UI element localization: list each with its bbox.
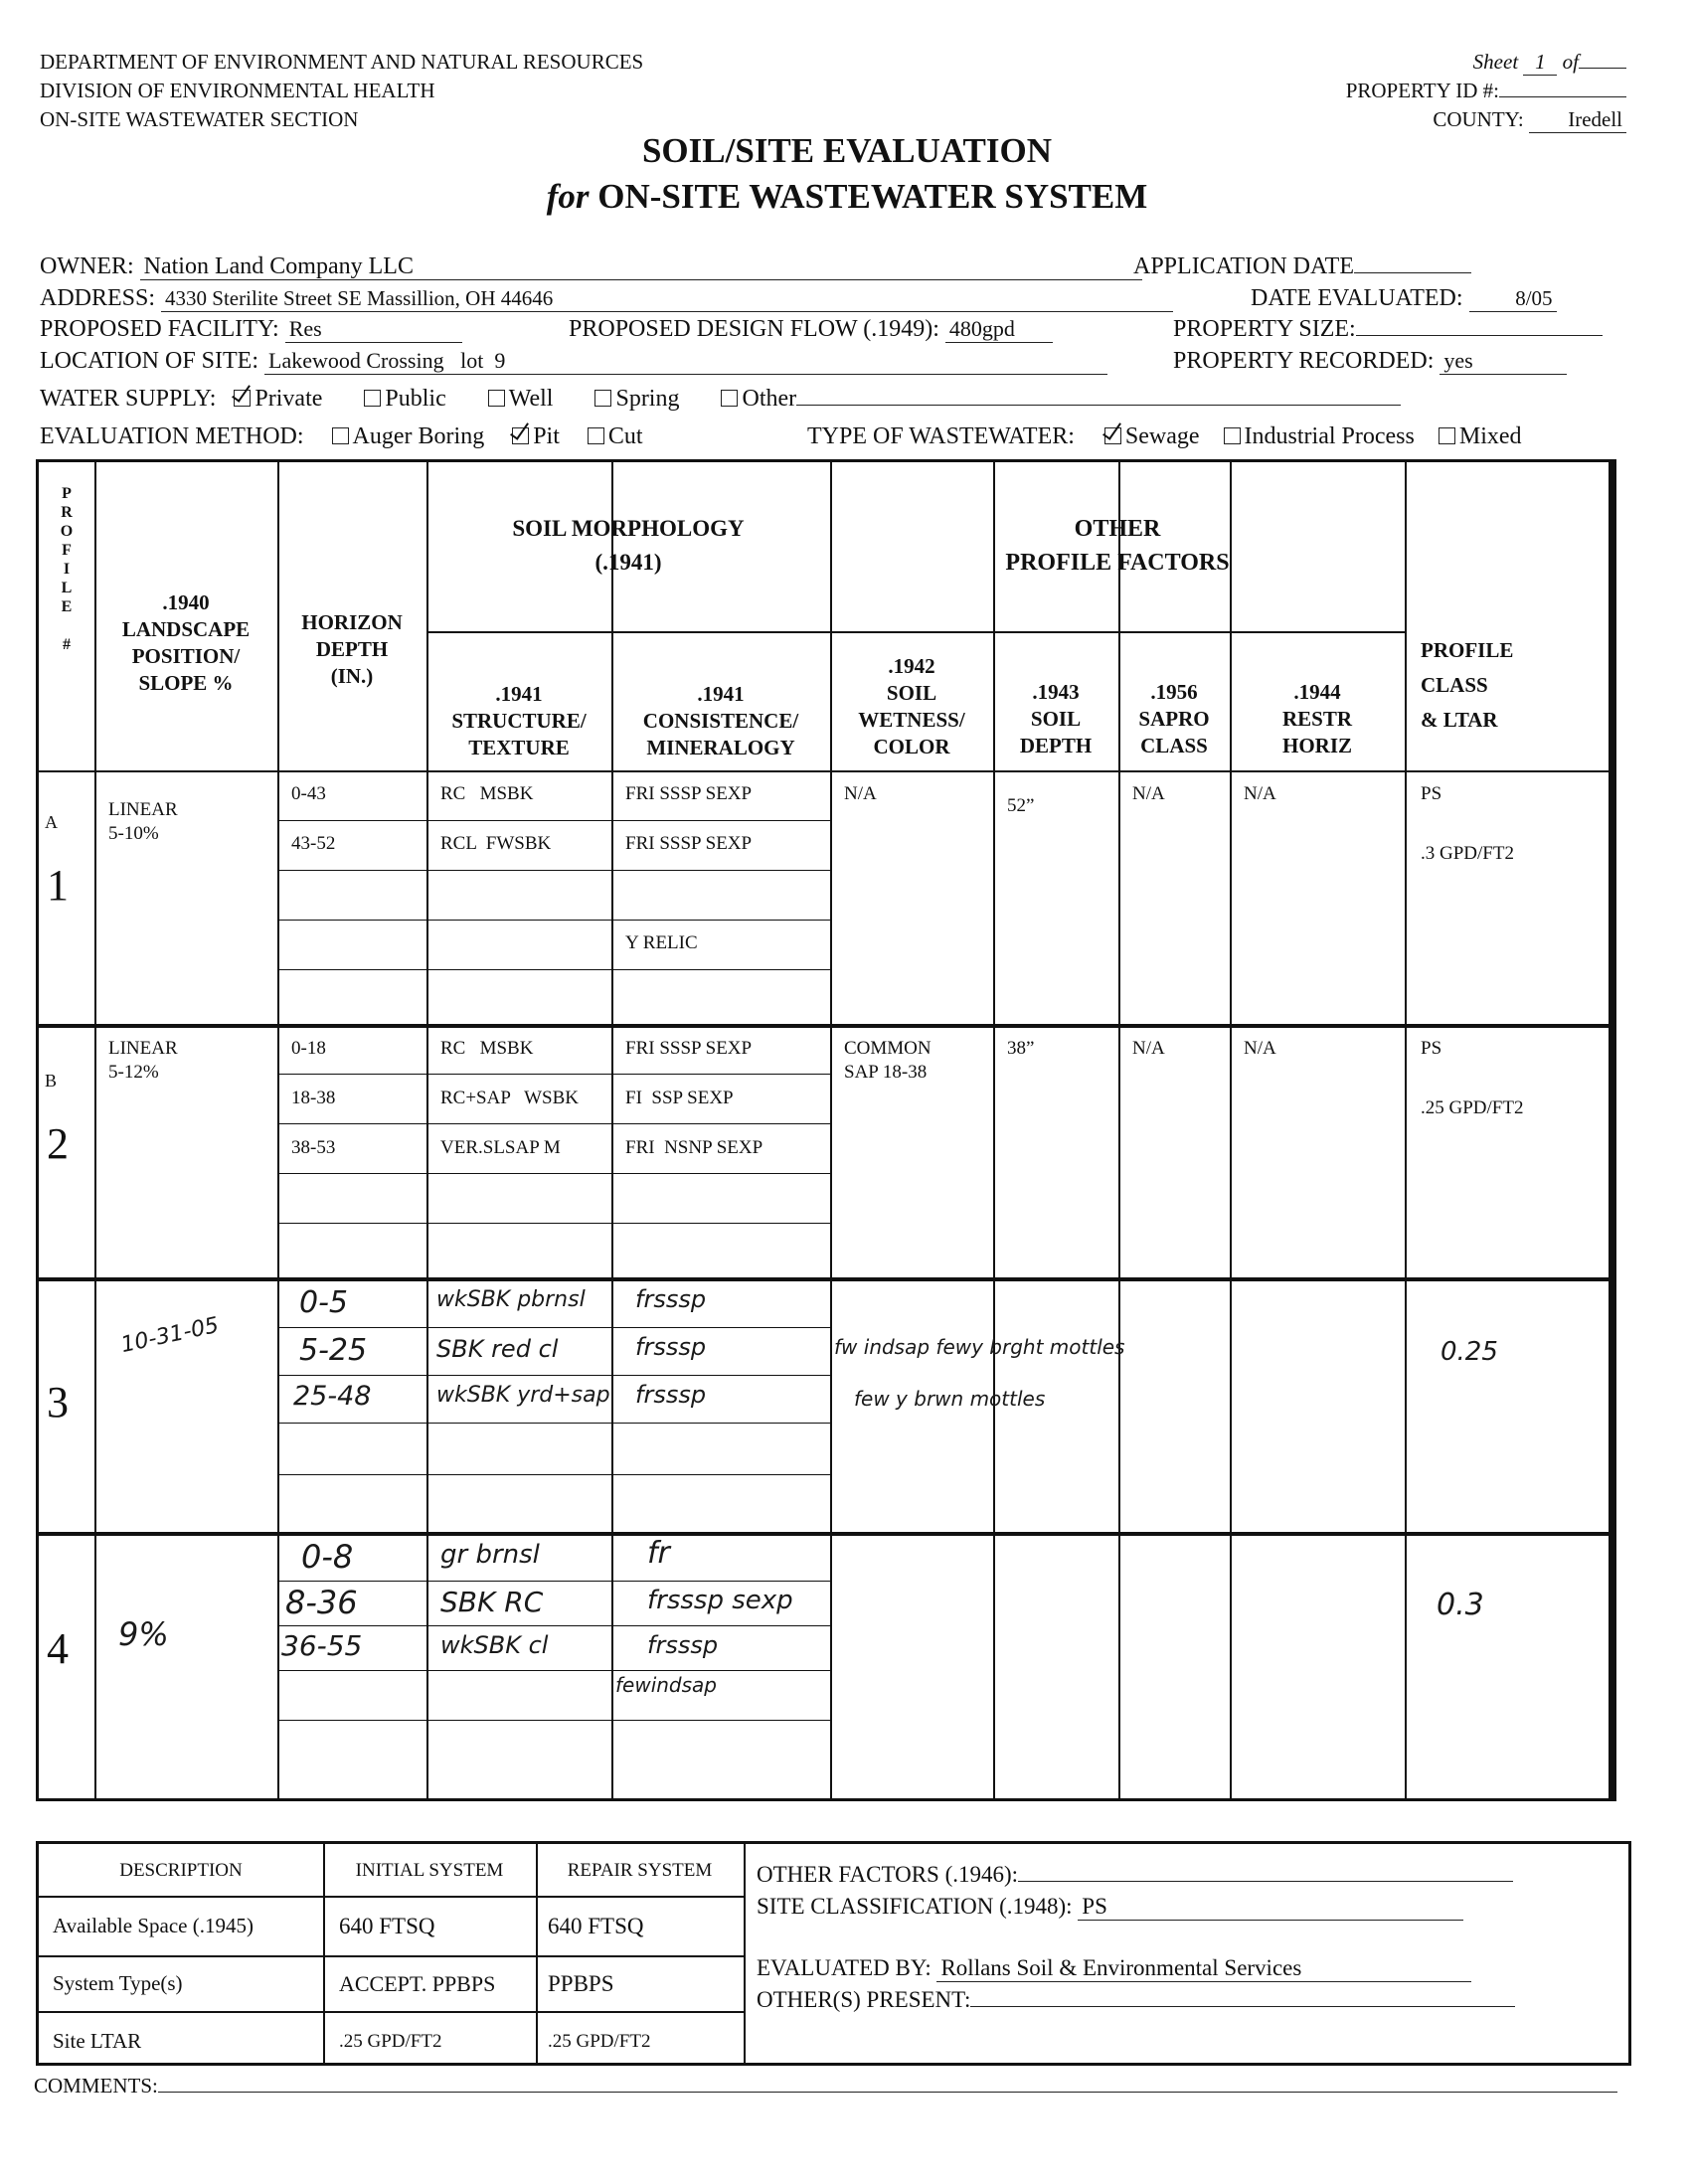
p4-class-hand: 0.3 — [1437, 1588, 1484, 1622]
checkbox-icon-checked[interactable] — [234, 390, 251, 407]
summary-row-site-ltar: Site LTAR — [53, 2029, 142, 2053]
wastewater-industrial[interactable]: Industrial Process — [1224, 423, 1415, 449]
p2-ltar: .25 GPD/FT2 — [1421, 1097, 1524, 1118]
sheet-label: Sheet — [1472, 50, 1519, 74]
p1-soil-depth: 52” — [1007, 795, 1035, 816]
p1-ltar: .3 GPD/FT2 — [1421, 843, 1514, 864]
location-value[interactable] — [264, 348, 1107, 375]
profile-2-landscape: LINEAR 5-12% — [108, 1038, 178, 1083]
design-flow-field — [569, 316, 1053, 343]
date-evaluated-label: DATE EVALUATED: — [1251, 285, 1463, 311]
repair-available-space: 640 FTSQ — [548, 1914, 644, 1938]
lot-value: 9 — [494, 348, 506, 373]
p1-consistence-4: Y RELIC — [625, 932, 698, 953]
p3-depth-1: 0-5 — [299, 1285, 348, 1320]
county-value: Iredell — [1529, 106, 1626, 133]
checkbox-icon[interactable] — [721, 390, 738, 407]
sheet-number: 1 — [1523, 49, 1557, 76]
profile-3-number: 3 — [47, 1378, 69, 1427]
summary-row-system-type: System Type(s) — [53, 1971, 183, 1995]
soil-wetness-header: .1942 SOIL WETNESS/ COLOR — [858, 654, 965, 758]
date-evaluated-value[interactable]: 8/05 — [1469, 285, 1557, 312]
p1-consistence-1: FRI SSSP SEXP — [625, 783, 753, 804]
lot-label: lot — [460, 348, 484, 373]
checkbox-icon[interactable] — [594, 390, 611, 407]
water-supply-other[interactable]: Other — [721, 386, 796, 412]
p2-restr: N/A — [1244, 1038, 1276, 1059]
profile-2-number: 2 — [47, 1119, 69, 1168]
p1-restr: N/A — [1244, 783, 1276, 804]
p2-class: PS — [1421, 1038, 1442, 1059]
evaluated-by-label: EVALUATED BY: — [757, 1955, 932, 1980]
p1-depth-2: 43-52 — [291, 833, 336, 854]
comments-value[interactable] — [158, 2092, 1617, 2093]
dept-line-1: DEPARTMENT OF ENVIRONMENT AND NATURAL RESOURCES — [40, 50, 644, 74]
property-recorded-value[interactable]: yes — [1440, 348, 1567, 375]
checkbox-icon[interactable] — [488, 390, 505, 407]
address-value[interactable]: 4330 Sterilite Street SE Massillion, OH 44646 — [161, 285, 1173, 312]
p1-consistence-2: FRI SSSP SEXP — [625, 833, 753, 854]
application-date-field — [1133, 253, 1471, 280]
p3-other-2: few y brwn mottles — [854, 1387, 1046, 1411]
other-profile-factors-header: OTHER PROFILE FACTORS — [1005, 516, 1230, 576]
property-size-value[interactable] — [1356, 335, 1603, 336]
p2-structure-2: RC+SAP WSBK — [440, 1088, 580, 1108]
p3-landscape-hand: 10-31-05 — [118, 1312, 222, 1359]
p3-depth-3: 25-48 — [293, 1381, 372, 1412]
property-size-label: PROPERTY SIZE: — [1173, 316, 1356, 342]
profile-number-header: P R O F I L E # — [60, 485, 74, 653]
p3-class-hand: 0.25 — [1440, 1337, 1498, 1367]
checkbox-icon[interactable] — [1439, 427, 1455, 444]
p3-other-1: fw indsap fewy brght mottles — [834, 1335, 1125, 1359]
p3-depth-2: 5-25 — [299, 1333, 368, 1368]
summary-header-description: DESCRIPTION — [119, 1860, 243, 1881]
p2-depth-1: 0-18 — [291, 1038, 326, 1059]
soil-morphology-header: SOIL MORPHOLOGY (.1941) — [512, 516, 745, 575]
repair-site-ltar: .25 GPD/FT2 — [548, 2031, 651, 2052]
wastewater-mixed[interactable]: Mixed — [1439, 423, 1522, 449]
restr-horiz-header: .1944 RESTR HORIZ — [1281, 680, 1353, 757]
profile-1-letter: A — [45, 812, 58, 832]
evaluation-method-label: EVALUATION METHOD: — [40, 423, 304, 449]
p4-structure-3: wkSBK cl — [440, 1631, 549, 1659]
p3-consistence-1: frsssp — [635, 1285, 707, 1313]
p3-structure-3: wkSBK yrd+sap — [436, 1383, 610, 1408]
proposed-facility-value[interactable]: Res — [285, 316, 462, 343]
method-auger-boring[interactable]: Auger Boring — [332, 423, 485, 449]
method-pit[interactable]: Pit — [512, 423, 560, 449]
p2-sapro: N/A — [1132, 1038, 1165, 1059]
checkbox-icon-checked[interactable] — [512, 427, 529, 444]
evaluated-by-value[interactable]: Rollans Soil & Environmental Services — [936, 1955, 1471, 1982]
application-date-value[interactable] — [1354, 272, 1471, 273]
p1-class: PS — [1421, 783, 1442, 804]
p2-depth-2: 18-38 — [291, 1088, 336, 1108]
sheet-info — [1346, 48, 1626, 134]
p4-consistence-1: fr — [647, 1536, 670, 1571]
wastewater-sewage[interactable]: Sewage — [1104, 423, 1200, 449]
p1-structure-2: RCL FWSBK — [440, 833, 552, 854]
p2-depth-3: 38-53 — [291, 1137, 336, 1158]
location-label: LOCATION OF SITE: — [40, 348, 258, 374]
title-for: for — [546, 177, 590, 216]
initial-site-ltar: .25 GPD/FT2 — [339, 2031, 442, 2052]
profile-2-letter: B — [45, 1071, 58, 1091]
p4-depth-2: 8-36 — [285, 1584, 358, 1621]
p3-consistence-3: frsssp — [635, 1381, 707, 1409]
dept-line-2: DIVISION OF ENVIRONMENTAL HEALTH — [40, 79, 435, 102]
p2-structure-3: VER.SLSAP M — [440, 1137, 561, 1158]
county-label: COUNTY: — [1433, 107, 1524, 131]
water-supply-other-value[interactable] — [796, 405, 1401, 406]
water-supply-field — [40, 386, 1401, 413]
checkbox-icon[interactable] — [1224, 427, 1241, 444]
form-title: SOIL/SITE EVALUATION — [641, 131, 1053, 170]
of-label: of — [1562, 50, 1579, 74]
wastewater-type-field — [807, 423, 1522, 450]
water-supply-public[interactable]: Public — [364, 386, 445, 412]
sapro-class-header: .1956 SAPRO CLASS — [1138, 680, 1210, 757]
p1-structure-1: RC MSBK — [440, 783, 534, 804]
p2-consistence-2: FI SSP SEXP — [625, 1088, 734, 1108]
proposed-facility-label: PROPOSED FACILITY: — [40, 316, 279, 342]
p4-consistence-3: frsssp — [647, 1631, 719, 1659]
owner-label: OWNER: — [40, 253, 134, 279]
location-site: Lakewood Crossing — [268, 348, 444, 373]
p2-wetness: COMMON SAP 18-38 — [844, 1038, 932, 1083]
method-cut[interactable]: Cut — [588, 423, 643, 449]
others-present-field — [757, 1987, 1515, 2013]
property-id-label: PROPERTY ID #: — [1345, 79, 1499, 102]
checkbox-icon[interactable] — [364, 390, 381, 407]
checkbox-icon-checked[interactable] — [1104, 427, 1121, 444]
p4-consistence-2: frsssp sexp — [647, 1586, 793, 1615]
title-line-2: ON-SITE WASTEWATER SYSTEM — [597, 177, 1148, 216]
landscape-header: .1940 LANDSCAPE POSITION/ SLOPE % — [121, 590, 251, 695]
property-recorded-field — [1173, 348, 1567, 375]
dept-line-3: ON-SITE WASTEWATER SECTION — [40, 107, 359, 131]
property-recorded-label: PROPERTY RECORDED: — [1173, 348, 1435, 374]
initial-available-space: 640 FTSQ — [339, 1914, 435, 1938]
wastewater-type-label: TYPE OF WASTEWATER: — [807, 423, 1075, 449]
site-classification-label: SITE CLASSIFICATION (.1948): — [757, 1894, 1073, 1919]
p4-consistence-4: fewindsap — [615, 1673, 718, 1697]
profile-4-number: 4 — [47, 1624, 69, 1673]
property-size-field — [1173, 316, 1603, 343]
water-supply-well[interactable]: Well — [488, 386, 554, 412]
p4-landscape-hand: 9% — [118, 1615, 169, 1653]
application-date-label: APPLICATION DATE — [1133, 253, 1354, 279]
soil-depth-header: .1943 SOIL DEPTH — [1019, 680, 1093, 757]
p2-consistence-1: FRI SSSP SEXP — [625, 1038, 753, 1059]
p2-soil-depth: 38” — [1007, 1038, 1035, 1059]
consistence-header: .1941 CONSISTENCE/ MINERALOGY — [642, 682, 799, 759]
p3-structure-1: wkSBK pbrnsl — [436, 1287, 586, 1312]
p4-depth-3: 36-55 — [281, 1629, 363, 1662]
checkbox-icon[interactable] — [332, 427, 349, 444]
other-factors-label: OTHER FACTORS (.1946): — [757, 1862, 1019, 1887]
summary-header-repair: REPAIR SYSTEM — [567, 1860, 713, 1881]
p3-structure-2: SBK red cl — [436, 1335, 559, 1363]
form-subtitle — [0, 177, 1694, 217]
profile-class-header: PROFILE CLASS & LTAR — [1421, 638, 1514, 732]
p2-consistence-3: FRI NSNP SEXP — [625, 1137, 763, 1158]
location-field — [40, 348, 1107, 375]
structure-texture-header: .1941 STRUCTURE/ TEXTURE — [451, 682, 587, 759]
p4-depth-1: 0-8 — [301, 1538, 354, 1576]
p2-structure-1: RC MSBK — [440, 1038, 534, 1059]
p1-wetness: N/A — [844, 783, 877, 804]
address-label: ADDRESS: — [40, 285, 156, 311]
site-classification-value[interactable]: PS — [1078, 1894, 1463, 1921]
owner-value[interactable]: Nation Land Company LLC — [140, 253, 1142, 280]
address-field — [40, 285, 1173, 312]
initial-system-type: ACCEPT. PPBPS — [339, 1971, 496, 1996]
profile-1-landscape: LINEAR 5-10% — [108, 799, 178, 844]
owner-field — [40, 253, 1142, 280]
p4-structure-2: SBK RC — [440, 1586, 544, 1618]
checkbox-icon[interactable] — [588, 427, 604, 444]
p1-depth-1: 0-43 — [291, 783, 326, 804]
design-flow-value[interactable]: 480gpd — [945, 316, 1053, 343]
evaluation-method-field — [40, 423, 643, 450]
water-supply-label: WATER SUPPLY: — [40, 386, 217, 412]
site-classification-field — [757, 1894, 1463, 1921]
p1-sapro: N/A — [1132, 783, 1165, 804]
proposed-facility-field — [40, 316, 462, 343]
soil-profile-table — [36, 459, 1616, 1801]
repair-system-type: PPBPS — [548, 1971, 614, 1996]
horizon-depth-header: HORIZON DEPTH (IN.) — [301, 610, 403, 688]
comments-label: COMMENTS: — [34, 2074, 158, 2098]
profile-1-number: 1 — [47, 861, 69, 910]
water-supply-private[interactable]: Private — [234, 386, 322, 412]
other-factors-field — [757, 1862, 1513, 1888]
others-present-label: OTHER(S) PRESENT: — [757, 1987, 971, 2012]
p3-consistence-2: frsssp — [635, 1333, 707, 1361]
other-factors-value[interactable] — [1018, 1881, 1513, 1882]
p4-structure-1: gr brnsl — [440, 1540, 540, 1570]
design-flow-label: PROPOSED DESIGN FLOW (.1949): — [569, 316, 939, 342]
others-present-value[interactable] — [970, 2006, 1515, 2007]
evaluated-by-field — [757, 1955, 1471, 1982]
summary-header-initial: INITIAL SYSTEM — [355, 1860, 504, 1881]
date-evaluated-field — [1251, 285, 1557, 312]
system-summary-table — [36, 1841, 1631, 2066]
summary-row-available-space: Available Space (.1945) — [53, 1914, 254, 1937]
water-supply-spring[interactable]: Spring — [594, 386, 679, 412]
comments-field — [34, 2074, 1617, 2099]
department-header — [40, 48, 643, 134]
